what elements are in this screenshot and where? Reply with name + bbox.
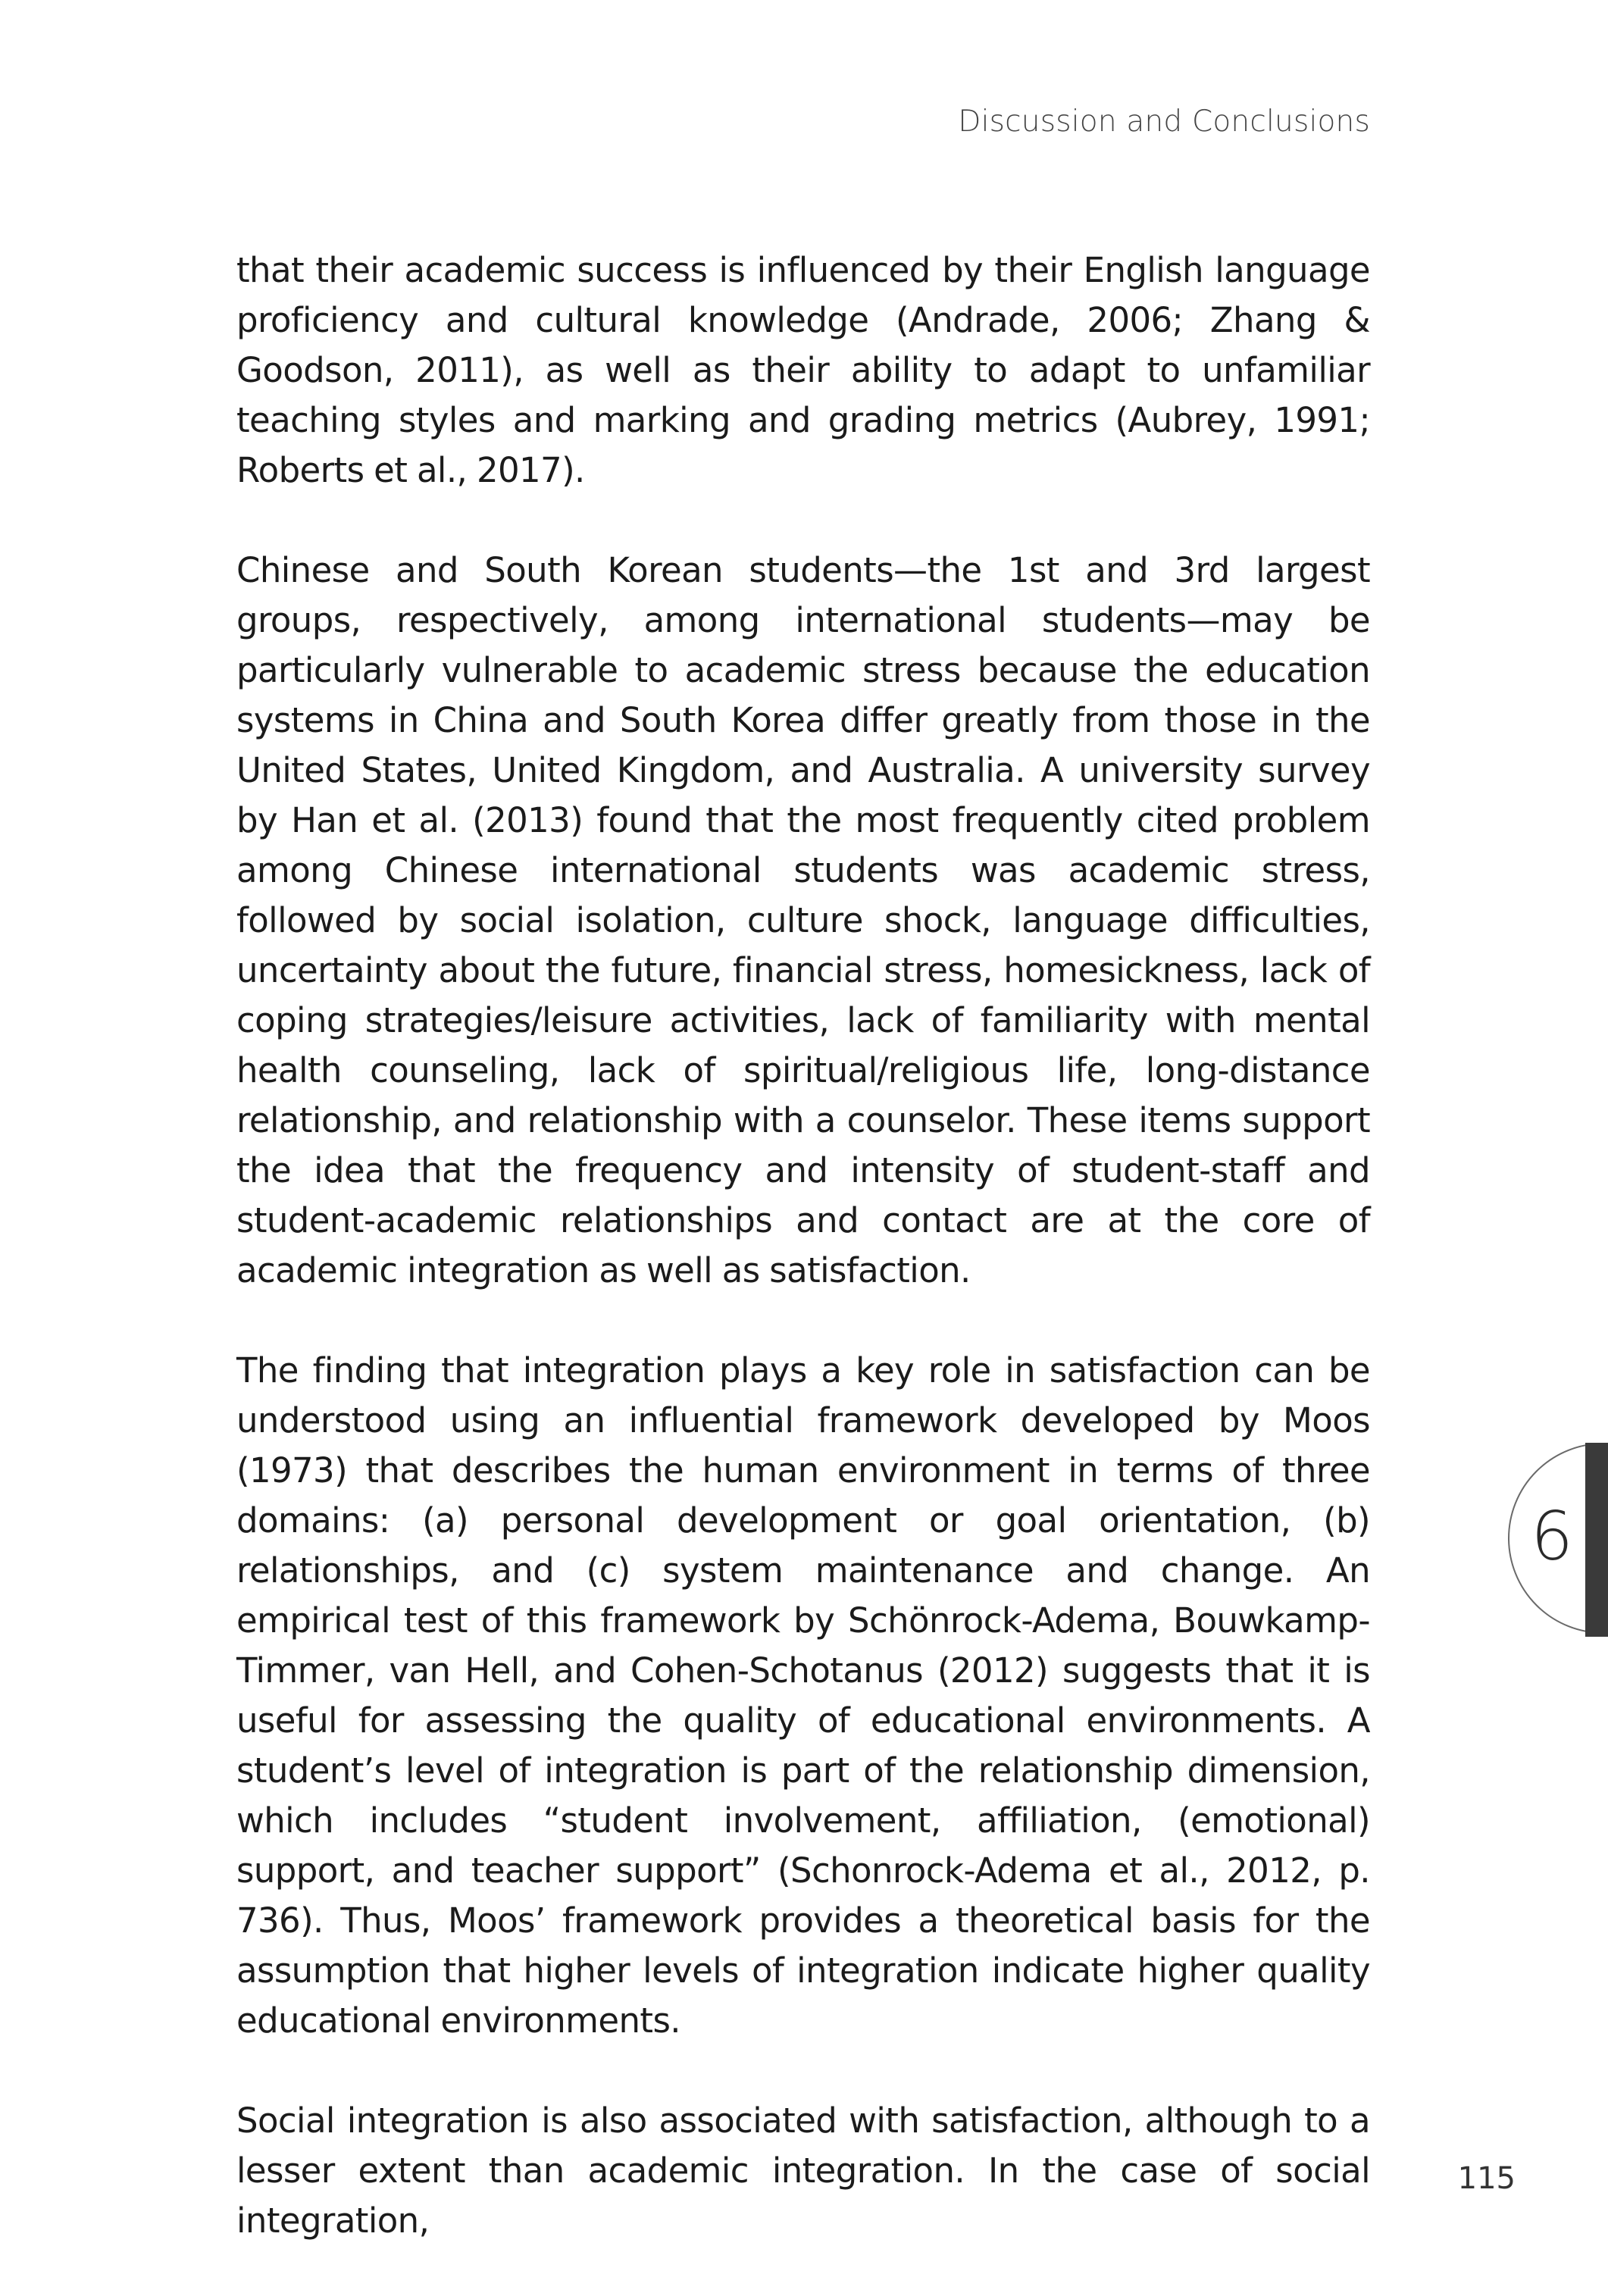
paragraph-2: Chinese and South Korean students—the 1st and 3rd largest groups, respectively, among international students—may be particularly vulnerable to academic stress because the education systems in China and South Korea differ greatly from those in the United States, United Kingdom, and Australia. A university survey by Han et al. (2013) found that the most frequently cited problem among Chinese international students was academic stress, followed by social isolation, culture shock, language difficulties, uncertainty about the future, financial stress, homesickness, lack of coping strategies/leisure activities, lack of familiarity with mental health counseling, lack of spiritual/religious life, long-distance relationship, and relationship with a counselor. These items support the idea that the frequency and intensity of student-staff and student-academic relationships and contact are at the core of academic integration as well as satisfaction.: [236, 550, 1370, 1290]
page-number: 115: [1457, 2161, 1516, 2196]
chapter-tab-bar: [1585, 1443, 1608, 1637]
paragraph-3: The finding that integration plays a key role in satisfaction can be understood using an influential framework developed by Moos (1973) that describes the human environment in terms of three domains: (a) personal development or goal orientation, (b) relationships, and (c) system maintenance and change. An empirical test of this framework by Schönrock-Adema, Bouwkamp-Timmer, van Hell, and Cohen-Schotanus (2012) suggests that it is useful for assessing the quality of educational environments. A student’s level of integration is part of the relationship dimension, which includes “student involvement, affiliation, (emotional) support, and teacher support” (Schonrock-Adema et al., 2012, p. 736). Thus, Moos’ framework provides a theoretical basis for the assumption that higher levels of integration indicate higher quality educational environments.: [236, 1350, 1370, 2041]
paragraph-1: that their academic success is influenced by their English language proficiency and cultural knowledge (Andrade, 2006; Zhang & Goodson, 2011), as well as their ability to adapt to unfamiliar teaching styles and marking and grading metrics (Aubrey, 1991; Roberts et al., 2017).: [236, 250, 1370, 490]
body-text: [236, 246, 1370, 2296]
chapter-number: 6: [1531, 1497, 1573, 1575]
chapter-tab: [1506, 1443, 1608, 1637]
paragraph-4: Social integration is also associated with satisfaction, although to a lesser extent than academic integration. In the case of social integration,: [236, 2100, 1370, 2241]
running-header-title: Discussion and Conclusions: [958, 105, 1370, 139]
